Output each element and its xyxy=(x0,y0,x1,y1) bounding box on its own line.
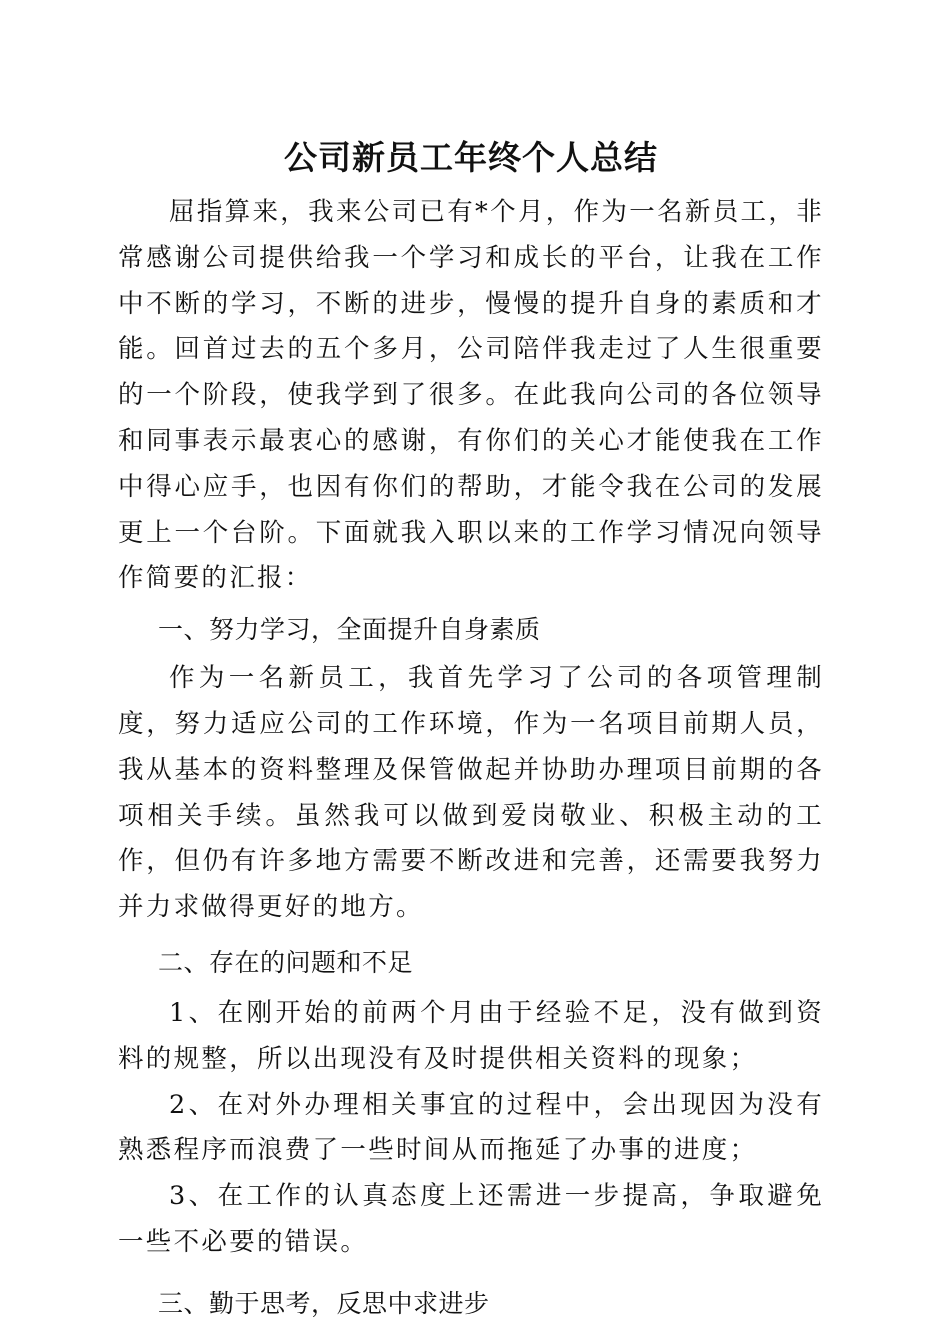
section-heading-2: 二、存在的问题和不足 xyxy=(158,947,414,977)
section-1-paragraph: 作为一名新员工，我首先学习了公司的各项管理制度，努力适应公司的工作环境，作为一名项目前期人员，我从基本的资料整理及保管做起并协助办理项目前期的各项相关手续。虽然我可以做到爱岗敬业、积极主动的工作，但仍有许多地方需要不断改进和完善，还需要我努力并力求做得更好的地方。 xyxy=(118,663,824,923)
problem-item-1: 1、在刚开始的前两个月由于经验不足，没有做到资料的规整，所以出现没有及时提供相关资料的现象； xyxy=(118,997,824,1074)
document-page xyxy=(118,128,824,1330)
section-heading-3: 三、勤于思考，反思中求进步 xyxy=(158,1288,490,1318)
document-title: 公司新员工年终个人总结 xyxy=(284,138,658,177)
section-heading-1: 一、努力学习，全面提升自身素质 xyxy=(158,615,541,645)
problem-item-3: 3、在工作的认真态度上还需进一步提高，争取避免一些不必要的错误。 xyxy=(118,1181,824,1257)
problem-item-2: 2、在对外办理相关事宜的过程中，会出现因为没有熟悉程序而浪费了一些时间从而拖延了办事的进度； xyxy=(118,1089,824,1166)
intro-paragraph: 屈指算来，我来公司已有*个月，作为一名新员工，非常感谢公司提供给我一个学习和成长的平台，让我在工作中不断的学习，不断的进步，慢慢的提升自身的素质和才能。回首过去的五个多月，公司陪伴我走过了人生很重要的一个阶段，使我学到了很多。在此我向公司的各位领导和同事表示最衷心的感谢，有你们的关心才能使我在工作中得心应手，也因有你们的帮助，才能令我在公司的发展更上一个台阶。下面就我入职以来的工作学习情况向领导作简要的汇报： xyxy=(118,197,824,594)
